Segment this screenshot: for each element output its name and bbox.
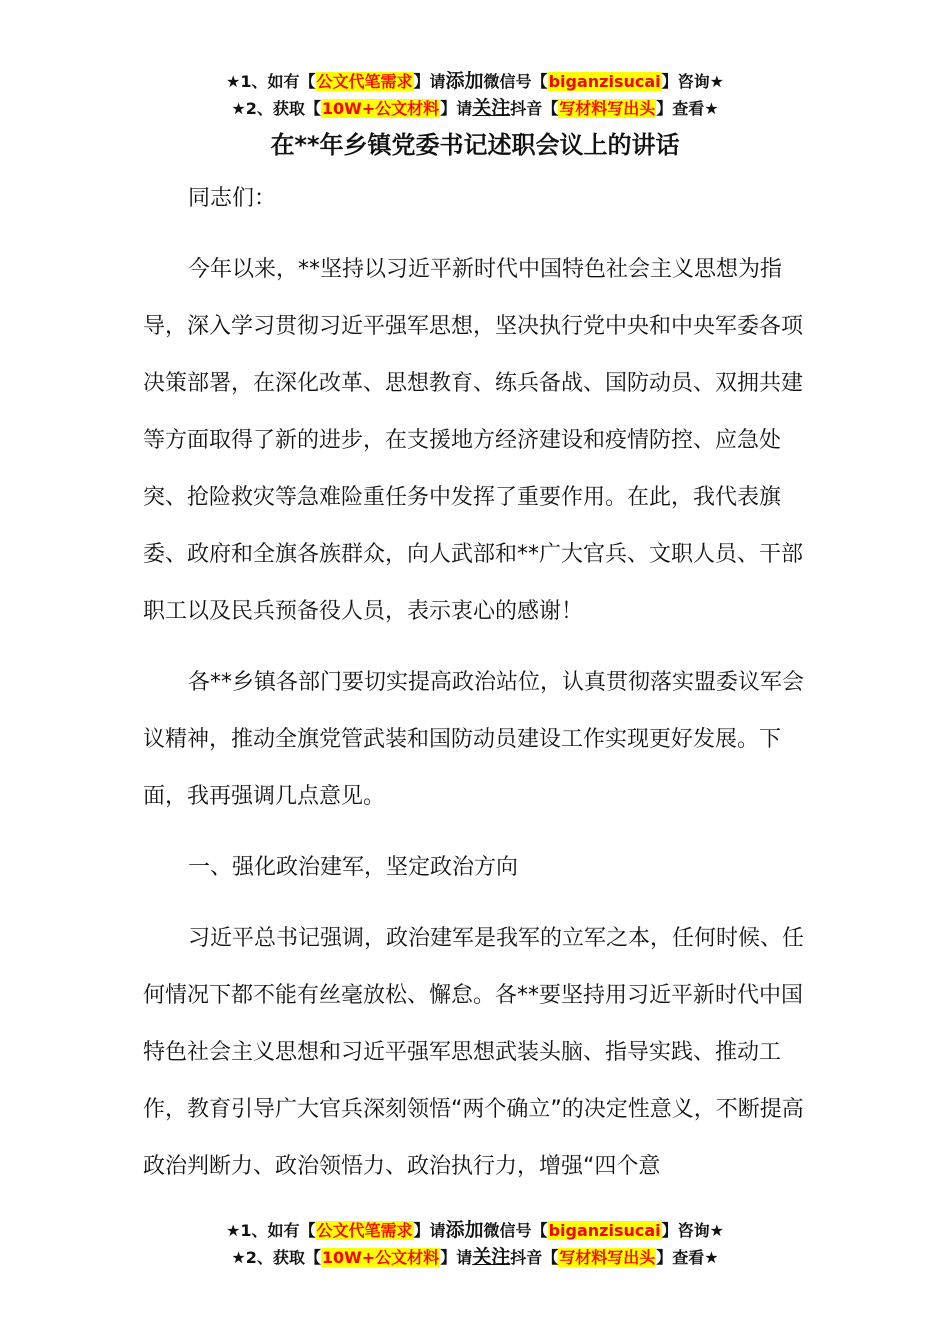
banner-text: 抖音【 [510,99,559,118]
banner-text: ★2、获取【 [231,99,321,118]
banner-text: ★2、获取【 [231,1248,321,1267]
document-body [143,170,823,1195]
banner-text: 微信号【 [483,72,548,91]
banner-text: 】咨询★ [661,72,724,91]
banner-text: 微信号【 [483,1221,548,1240]
banner-text: 】查看★ [656,99,719,118]
banner-emphasis: 添加 [445,70,484,92]
banner-text: 】咨询★ [661,1221,724,1240]
highlight-service: 公文代笔需求 [316,72,413,91]
highlight-materials: 10W+公文材料 [321,1248,440,1267]
banner-line-2 [0,1244,950,1271]
banner-emphasis: 添加 [445,1219,484,1241]
footer-banner [0,1217,950,1271]
header-banner [0,68,950,122]
banner-line-1 [0,1217,950,1244]
highlight-wechat-id: biganzisucai [548,72,661,91]
banner-text: ★1、如有【 [226,72,316,91]
document-title: 在**年乡镇党委书记述职会议上的讲话 [270,131,680,159]
banner-emphasis: 关注 [472,97,511,119]
banner-text: ★1、如有【 [226,1221,316,1240]
paragraph: 习近平总书记强调，政治建军是我军的立军之本，任何时候、任何情况下都不能有丝毫放松、懈怠。各**要坚持用习近平新时代中国特色社会主义思想和习近平强军思想武装头脑、指导实践、推动工作，教育引导广大官兵深刻领悟“两个确立”的决定性意义，不断提高政治判断力、政治领悟力、政治执行力，增强“四个意 [143,926,805,1179]
banner-text: 】查看★ [656,1248,719,1267]
banner-text: 】请 [413,72,446,91]
banner-text: 】请 [440,99,473,118]
banner-text: 】请 [413,1221,446,1240]
banner-text: 抖音【 [510,1248,559,1267]
banner-line-2 [0,95,950,122]
paragraph: 各**乡镇各部门要切实提高政治站位，认真贯彻落实盟委议军会议精神，推动全旗党管武装和国防动员建设工作实现更好发展。下面，我再强调几点意见。 [143,670,805,809]
highlight-account: 写材料写出头 [559,1248,656,1267]
highlight-materials: 10W+公文材料 [321,99,440,118]
highlight-service: 公文代笔需求 [316,1221,413,1240]
highlight-account: 写材料写出头 [559,99,656,118]
highlight-wechat-id: biganzisucai [548,1221,661,1240]
banner-emphasis: 关注 [472,1246,511,1268]
paragraph: 今年以来，**坚持以习近平新时代中国特色社会主义思想为指导，深入学习贯彻习近平强军思想，坚决执行党中央和中央军委各项决策部署，在深化改革、思想教育、练兵备战、国防动员、双拥共建等方面取得了新的进步，在支援地方经济建设和疫情防控、应急处突、抢险救灾等急难险重任务中发挥了重要作用。在此，我代表旗委、政府和全旗各族群众，向人武部和**广大官兵、文职人员、干部职工以及民兵预备役人员，表示衷心的感谢！ [143,257,804,624]
salutation: 同志们： [188,186,277,211]
section-heading: 一、强化政治建军，坚定政治方向 [188,855,519,880]
banner-text: 】请 [440,1248,473,1267]
banner-line-1 [0,68,950,95]
